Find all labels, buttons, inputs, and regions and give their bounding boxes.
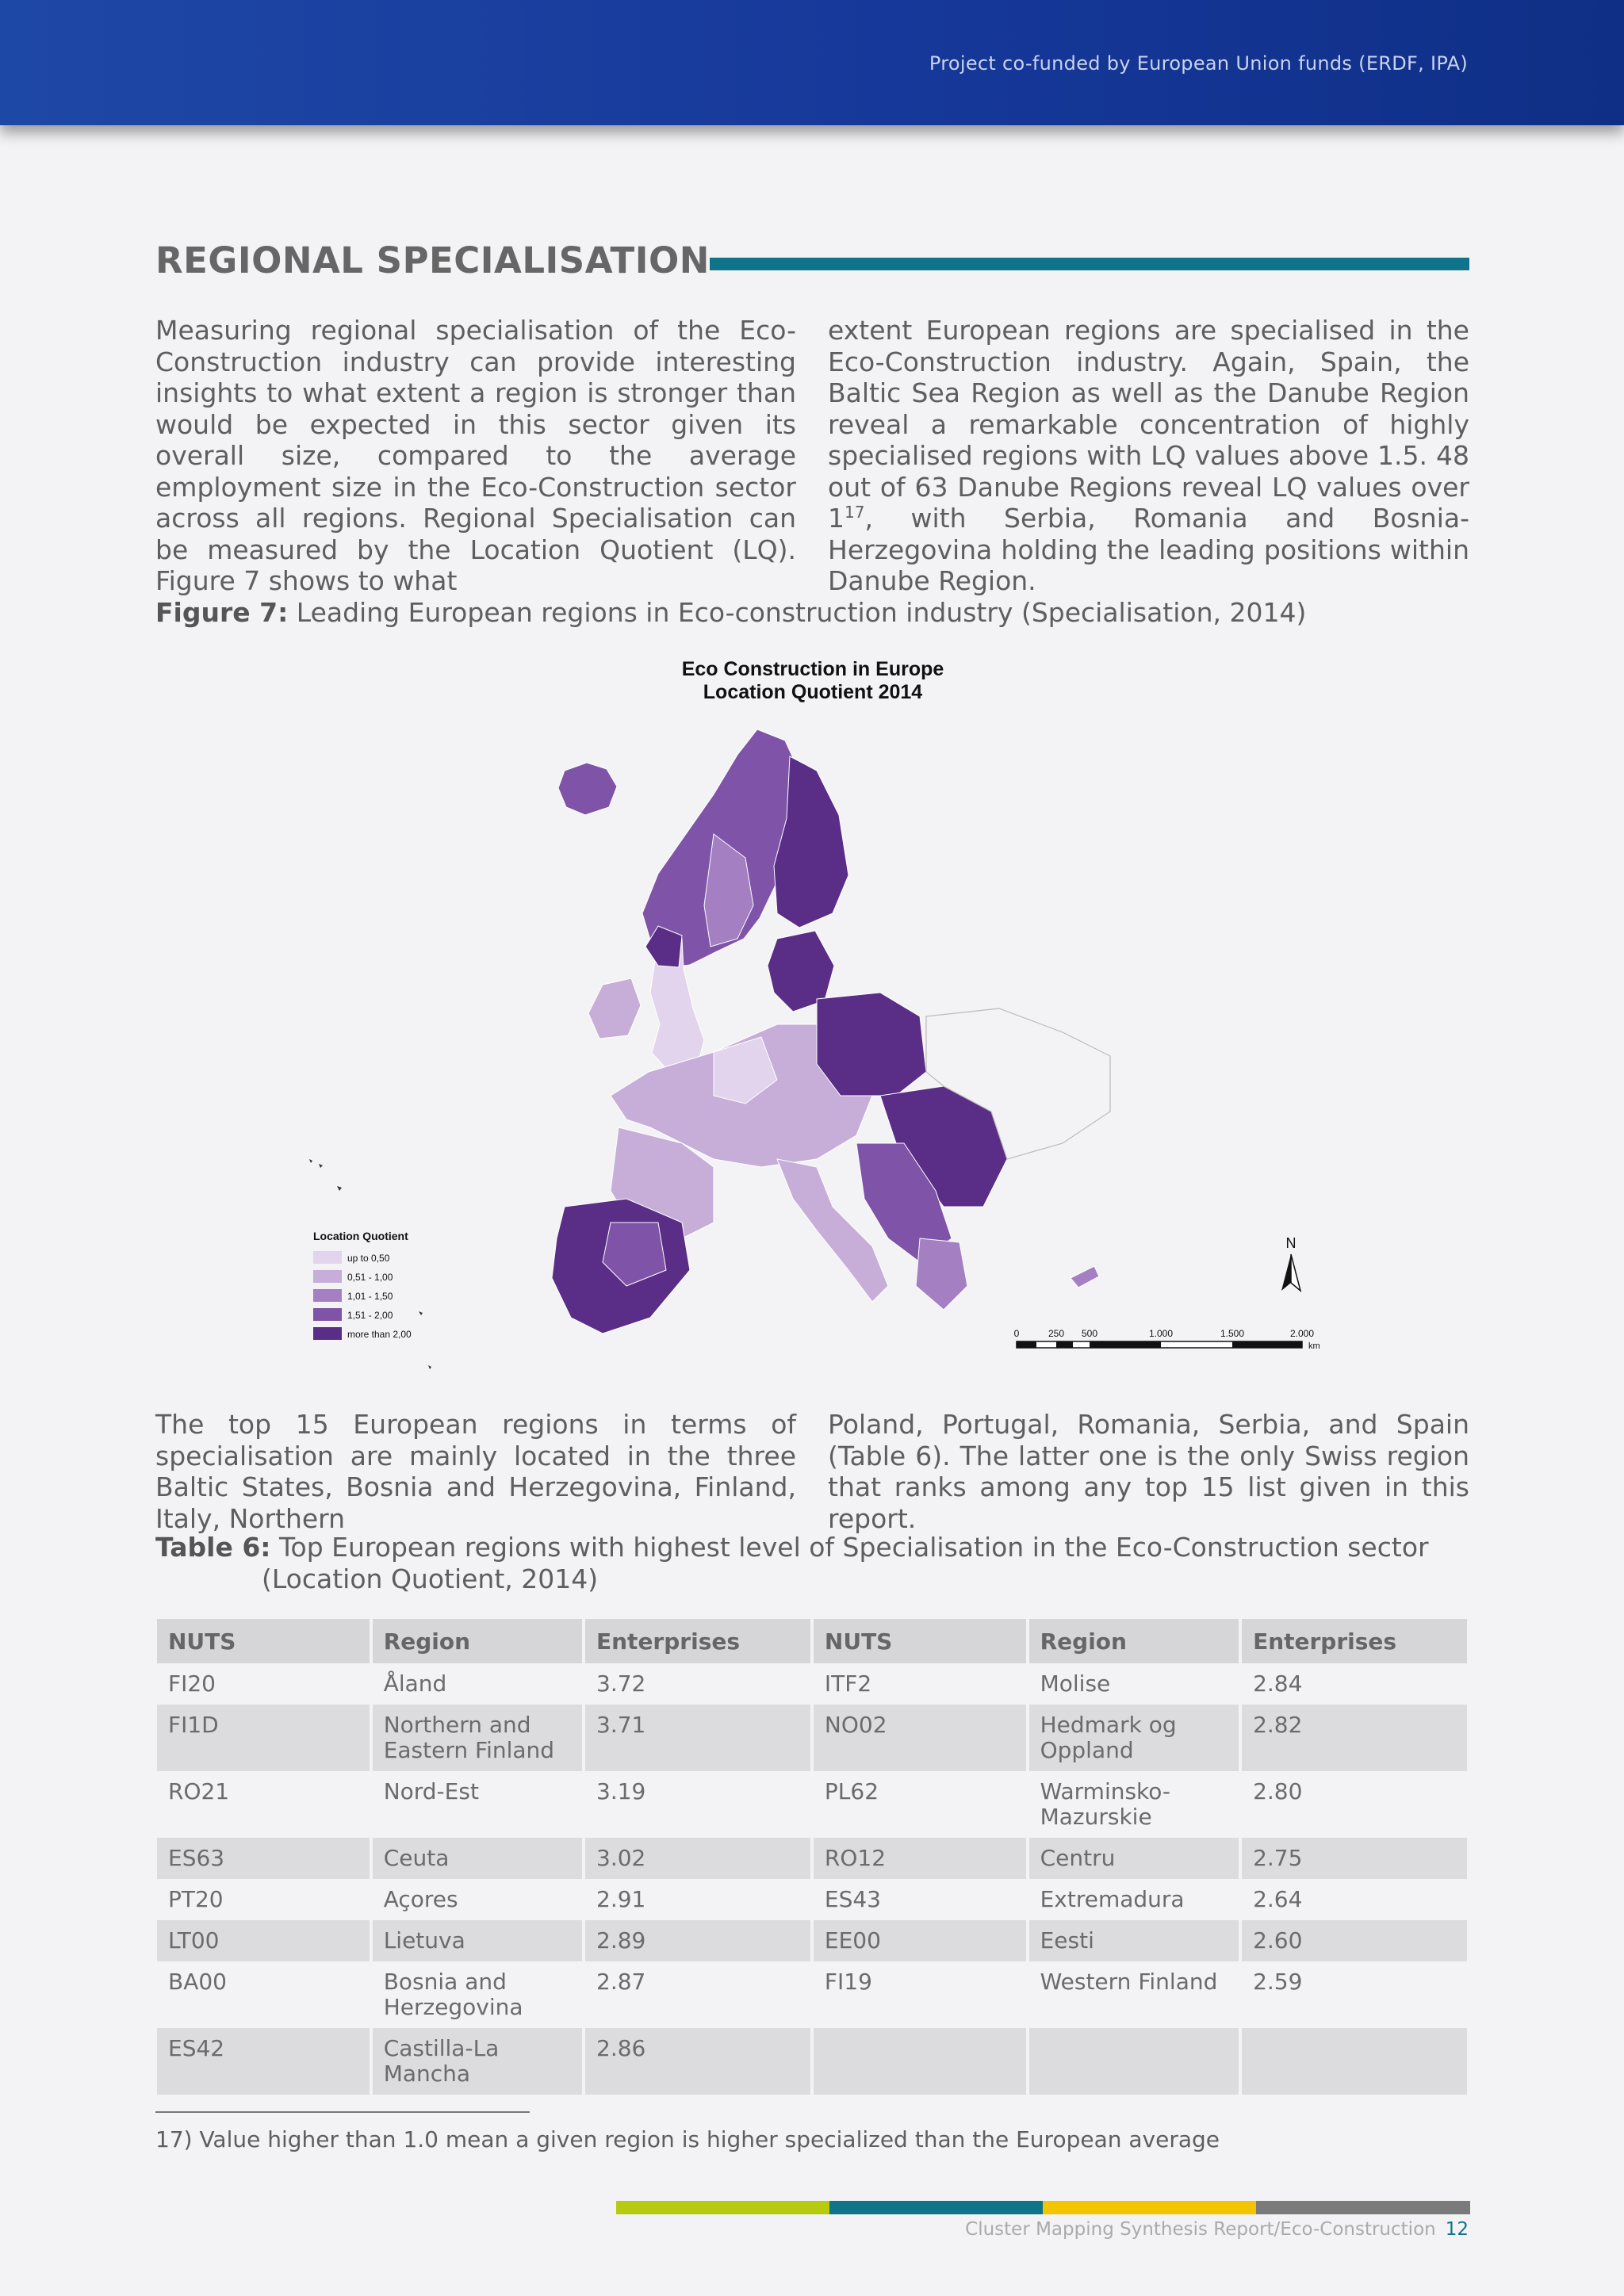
svg-text:2.000: 2.000 bbox=[1289, 1328, 1315, 1339]
header-region: Region bbox=[1029, 1619, 1239, 1663]
legend-swatch-3 bbox=[313, 1289, 342, 1302]
legend-swatch-2 bbox=[313, 1270, 342, 1283]
table-row: ES63 Ceuta 3.02 RO12 Centru 2.75 bbox=[157, 1838, 1467, 1879]
legend-label-1: up to 0,50 bbox=[347, 1253, 390, 1264]
footnote-ref: 17 bbox=[845, 503, 865, 522]
footnote-rule bbox=[155, 2111, 530, 2113]
intro-left-column: Measuring regional specialisation of the Eco-Construction industry can provide interesting insights to what extent a region is stronger than would be expected in this sector given its overall size, compared to the average employment size in the Eco-Construction sector across all regions. Regional Specialisation can be measured by the Location Quotient (LQ). Figure 7 shows to what bbox=[155, 315, 796, 596]
intro-right-column: extent European regions are specialised in the Eco-Construction industry. Again, Spain, the Baltic Sea Region as well as the Danube Region reveal a remarkable concentration of highly specialised regions with LQ values above 1.5. 48 out of 63 Danube Regions reveal LQ values over $1^{17}$, with Serbia, Romania and Bosnia-Herzegovina holding the leading positions within Danube Region. bbox=[828, 315, 1469, 596]
north-arrow-icon bbox=[1281, 1235, 1300, 1291]
table-row: FI1D Northern and Eastern Finland 3.71 NO02 Hedmark og Oppland 2.82 bbox=[157, 1705, 1467, 1771]
map-title-line-1: Eco Construction in Europe bbox=[681, 658, 944, 680]
svg-text:500: 500 bbox=[1081, 1328, 1098, 1339]
legend-title: Location Quotient bbox=[313, 1230, 408, 1242]
footnote: 17) Value higher than 1.0 mean a given region is higher specialized than the European average bbox=[155, 2126, 1220, 2152]
summary-left-column: The top 15 European regions in terms of specialisation are mainly located in the three Baltic States, Bosnia and Herzegovina, Finland, Italy, Northern bbox=[155, 1409, 796, 1534]
table-caption: Table 6: Top European regions with highest level of Specialisation in the Eco-Construction sector (Location Quotient, 2014) bbox=[155, 1532, 1429, 1594]
header-banner bbox=[0, 0, 1624, 125]
footer bbox=[965, 2219, 1469, 2240]
svg-text:1.000: 1.000 bbox=[1148, 1328, 1174, 1339]
legend-swatch-5 bbox=[313, 1327, 342, 1340]
table-row: PT20 Açores 2.91 ES43 Extremadura 2.64 bbox=[157, 1879, 1467, 1920]
footer-bar-yellow bbox=[1043, 2201, 1257, 2214]
legend bbox=[313, 1251, 412, 1340]
svg-text:N: N bbox=[1285, 1235, 1297, 1251]
table-header-row bbox=[157, 1619, 1467, 1663]
page-number: 12 bbox=[1445, 2219, 1469, 2240]
legend-swatch-1 bbox=[313, 1251, 342, 1264]
legend-label-4: 1,51 - 2,00 bbox=[347, 1310, 393, 1321]
svg-text:0: 0 bbox=[1013, 1328, 1020, 1339]
footer-bar-green bbox=[616, 2201, 830, 2214]
legend-swatch-4 bbox=[313, 1308, 342, 1321]
footer-bar-teal bbox=[829, 2201, 1044, 2214]
table-row: FI20 Åland 3.72 ITF2 Molise 2.84 bbox=[157, 1663, 1467, 1705]
table-row: BA00 Bosnia and Herzegovina 2.87 FI19 Western Finland 2.59 bbox=[157, 1961, 1467, 2028]
header-enterprises: Enterprises bbox=[1242, 1619, 1467, 1663]
legend-label-5: more than 2,00 bbox=[347, 1329, 412, 1340]
scale-bar bbox=[1014, 1328, 1320, 1351]
eco-construction-map bbox=[270, 652, 1356, 1385]
funding-note: Project co-funded by European Union funds (ERDF, IPA) bbox=[929, 52, 1468, 75]
svg-text:1.500: 1.500 bbox=[1220, 1328, 1245, 1339]
header-nuts: NUTS bbox=[157, 1619, 370, 1663]
svg-text:250: 250 bbox=[1048, 1328, 1065, 1339]
figure-caption: Figure 7: Leading European regions in Eco-construction industry (Specialisation, 2014) bbox=[155, 597, 1307, 628]
table-row: ES42 Castilla-La Mancha 2.86 bbox=[157, 2028, 1467, 2095]
svg-text:km: km bbox=[1308, 1341, 1320, 1351]
header-region: Region bbox=[373, 1619, 582, 1663]
map-title-line-2: Location Quotient 2014 bbox=[703, 681, 923, 703]
table-row: RO21 Nord-Est 3.19 PL62 Warminsko-Mazurskie 2.80 bbox=[157, 1771, 1467, 1838]
table-row: LT00 Lietuva 2.89 EE00 Eesti 2.60 bbox=[157, 1920, 1467, 1961]
header-nuts: NUTS bbox=[814, 1619, 1026, 1663]
legend-label-2: 0,51 - 1,00 bbox=[347, 1272, 393, 1283]
section-title: REGIONAL SPECIALISATION bbox=[155, 239, 710, 281]
summary-right-column: Poland, Portugal, Romania, Serbia, and Spain (Table 6). The latter one is the only Swiss region that ranks among any top 15 list given in this report. bbox=[828, 1409, 1469, 1534]
header-enterprises: Enterprises bbox=[585, 1619, 810, 1663]
section-title-rule bbox=[710, 258, 1469, 270]
specialisation-table bbox=[154, 1619, 1470, 2095]
footer-title: Cluster Mapping Synthesis Report/Eco-Construction bbox=[965, 2219, 1436, 2240]
footer-bar-grey bbox=[1256, 2201, 1470, 2214]
legend-label-3: 1,01 - 1,50 bbox=[347, 1291, 393, 1302]
